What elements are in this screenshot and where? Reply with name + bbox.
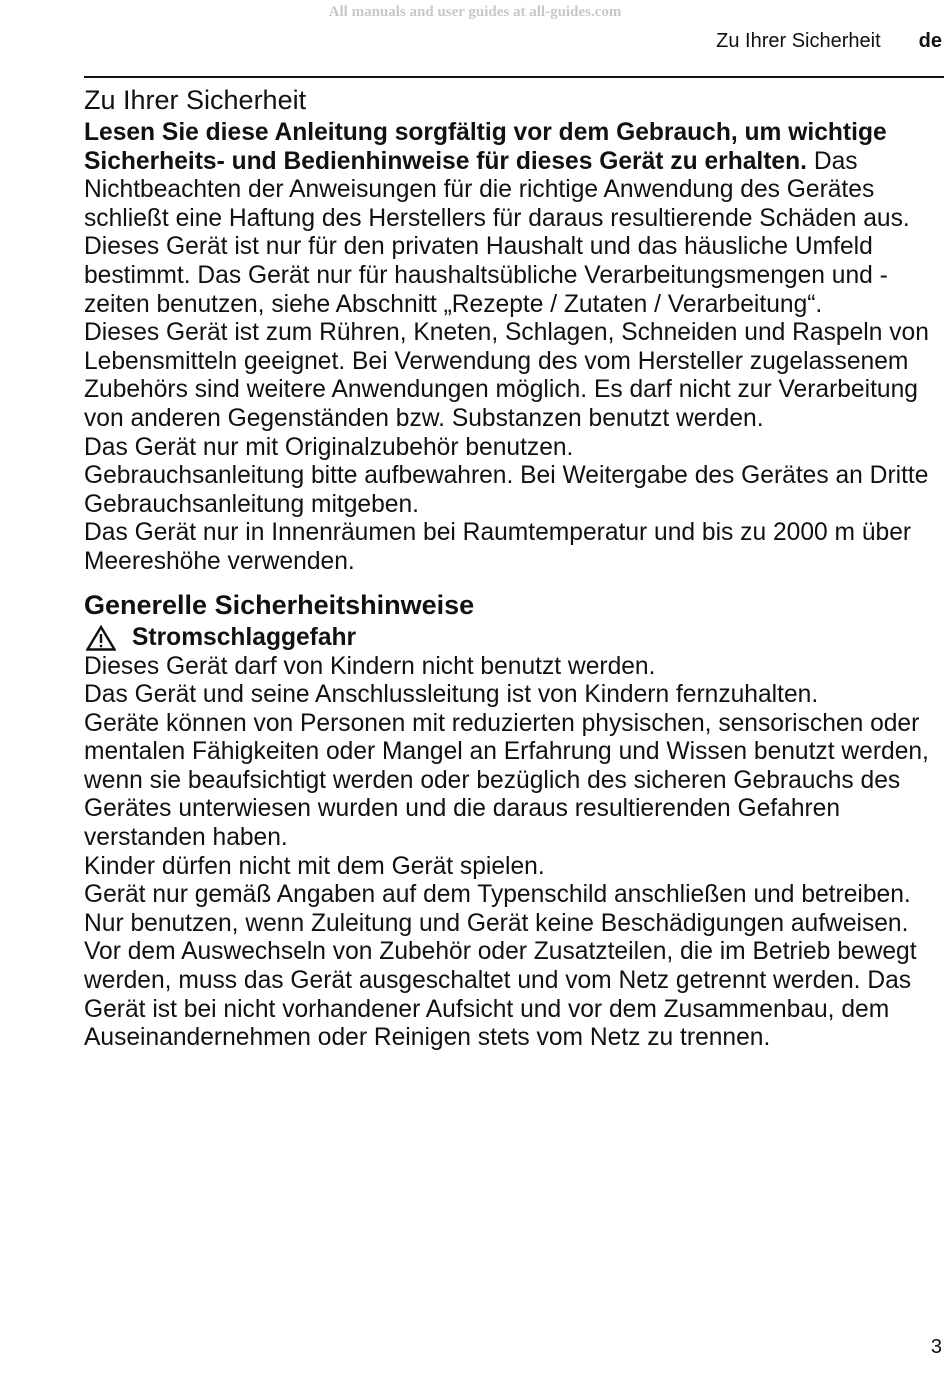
paragraph-rating-plate: Gerät nur gemäß Angaben auf dem Typenschild anschließen und betreiben. Nur benutzen, wenn Zuleitung und Gerät keine Beschädigungen aufweisen. xyxy=(84,881,911,937)
paragraph-keep-from-children: Das Gerät und seine Anschlussleitung ist von Kindern fernzuhalten. xyxy=(84,681,819,709)
paragraph-keep-manual: Gebrauchsanleitung bitte aufbewahren. Bei Weitergabe des Gerätes an Dritte Gebrauchsanleitung mitgeben. xyxy=(84,462,929,518)
page-title: Zu Ihrer Sicherheit xyxy=(84,85,307,115)
paragraph-children-play: Kinder dürfen nicht mit dem Gerät spielen. xyxy=(84,852,545,880)
running-header xyxy=(716,30,942,53)
paragraph-reduced-abilities: Geräte können von Personen mit reduzierten physischen, sensorischen oder mentalen Fähigkeiten oder Mangel an Erfahrung und Wissen benutzt werden, wenn sie beaufsichtigt werden oder bezüglich des sicheren Gebrauchs des Gerätes unterwiesen wurden und die daraus resultierenden Gefahren verstanden haben. xyxy=(84,709,929,852)
warning-electric-shock xyxy=(84,623,946,653)
intro-bold-text: Lesen Sie diese Anleitung sorgfältig vor dem Gebrauch, um wichtige Sicherheits- und Bedienhinweise für dieses Gerät zu erhalten. xyxy=(84,119,887,175)
warning-triangle-icon xyxy=(86,625,116,651)
intro-paragraph xyxy=(84,119,946,233)
paragraph-household-use: Dieses Gerät ist nur für den privaten Haushalt und das häusliche Umfeld bestimmt. Das Gerät nur für haushaltsübliche Verarbeitungsmengen und -zeiten benutzen, siehe Abschnitt „Rezepte / Zutaten / Verarbeitung“. xyxy=(84,233,888,318)
paragraph-intended-use: Dieses Gerät ist zum Rühren, Kneten, Schlagen, Schneiden und Raspeln von Lebensmitteln geeignet. Bei Verwendung des vom Hersteller zugelassenem Zubehörs sind weitere Anwendungen möglich. Es darf nicht zur Verarbeitung von anderen Gegenständen bzw. Substanzen benutzt werden. xyxy=(84,319,929,432)
paragraph-indoor-use: Das Gerät nur in Innenräumen bei Raumtemperatur und bis zu 2000 m über Meereshöhe verwenden. xyxy=(84,519,912,575)
page-number: 3 xyxy=(930,1336,942,1358)
warning-label: Stromschlaggefahr xyxy=(132,623,357,651)
header-section-name: Zu Ihrer Sicherheit xyxy=(716,30,881,52)
paragraph-no-children-use: Dieses Gerät darf von Kindern nicht benutzt werden. xyxy=(84,652,656,680)
header-language: de xyxy=(918,30,942,52)
paragraph-disconnect-mains: Vor dem Auswechseln von Zubehör oder Zusatzteilen, die im Betrieb bewegt werden, muss das Gerät ausgeschaltet und vom Netz getrennt werden. Das Gerät ist bei nicht vorhandener Aufsicht und vor dem Zusammenbau, dem Auseinandernehmen oder Reinigen stets vom Netz zu trennen. xyxy=(84,938,917,1052)
paragraph-original-accessories: Das Gerät nur mit Originalzubehör benutzen. xyxy=(84,433,574,461)
page-content xyxy=(84,83,946,1053)
intro-text: Das Nichtbeachten der Anweisungen für die richtige Anwendung des Gerätes schließt eine Haftung des Herstellers für daraus resultierende Schäden aus. xyxy=(84,147,910,232)
watermark: All manuals and user guides at all-guides.com xyxy=(328,4,622,20)
header-divider xyxy=(84,76,944,78)
section-heading-general-safety: Generelle Sicherheitshinweise xyxy=(84,589,475,620)
